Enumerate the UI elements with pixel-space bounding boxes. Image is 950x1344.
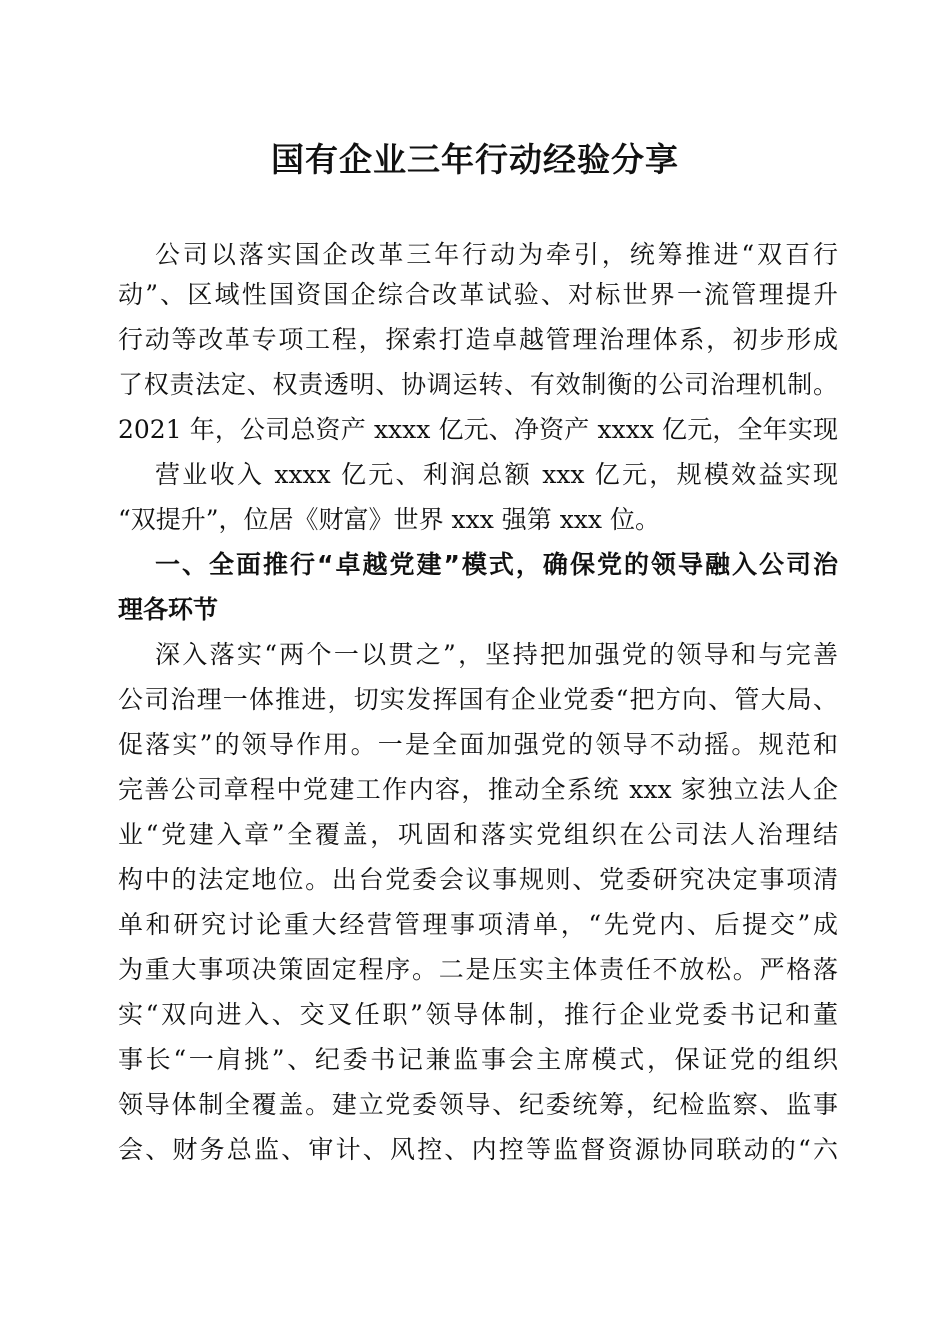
paragraph-line: 行动等改革专项工程，探索打造卓越管理治理体系，初步形成	[118, 325, 838, 354]
paragraph-line: 促落实”的领导作用。一是全面加强党的领导不动摇。规范和	[118, 730, 838, 759]
section-heading-line: 理各环节	[118, 595, 219, 624]
paragraph-line: 2021 年，公司总资产 xxxx 亿元、净资产 xxxx 亿元，全年实现	[118, 415, 838, 444]
paragraph-line: 动”、区域性国资国企综合改革试验、对标世界一流管理提升	[118, 280, 838, 309]
section-heading-line: 一、全面推行“卓越党建”模式，确保党的领导融入公司治	[155, 550, 838, 579]
paragraph-line: 单和研究讨论重大经营管理事项清单，“先党内、后提交”成	[118, 910, 838, 939]
paragraph-line: 营业收入 xxxx 亿元、利润总额 xxx 亿元，规模效益实现	[155, 460, 838, 489]
paragraph-line: 业“党建入章”全覆盖，巩固和落实党组织在公司法人治理结	[118, 820, 838, 849]
paragraph-line: 构中的法定地位。出台党委会议事规则、党委研究决定事项清	[118, 865, 838, 894]
paragraph-line: 深入落实“两个一以贯之”，坚持把加强党的领导和与完善	[155, 640, 838, 669]
paragraph-line: “双提升”，位居《财富》世界 xxx 强第 xxx 位。	[118, 505, 660, 534]
paragraph-line: 实“双向进入、交叉任职”领导体制，推行企业党委书记和董	[118, 1000, 838, 1029]
paragraph-line: 了权责法定、权责透明、协调运转、有效制衡的公司治理机制。	[118, 370, 838, 399]
paragraph-line: 完善公司章程中党建工作内容，推动全系统 xxx 家独立法人企	[118, 775, 838, 804]
paragraph-line: 会、财务总监、审计、风控、内控等监督资源协同联动的“六	[118, 1135, 838, 1164]
paragraph-line: 公司以落实国企改革三年行动为牵引，统筹推进“双百行	[155, 240, 838, 269]
paragraph-line: 公司治理一体推进，切实发挥国有企业党委“把方向、管大局、	[118, 685, 838, 714]
paragraph-line: 事长“一肩挑”、纪委书记兼监事会主席模式，保证党的组织	[118, 1045, 838, 1074]
paragraph-line: 为重大事项决策固定程序。二是压实主体责任不放松。严格落	[118, 955, 838, 984]
document-title: 国有企业三年行动经验分享	[271, 140, 679, 179]
paragraph-line: 领导体制全覆盖。建立党委领导、纪委统筹，纪检监察、监事	[118, 1090, 838, 1119]
